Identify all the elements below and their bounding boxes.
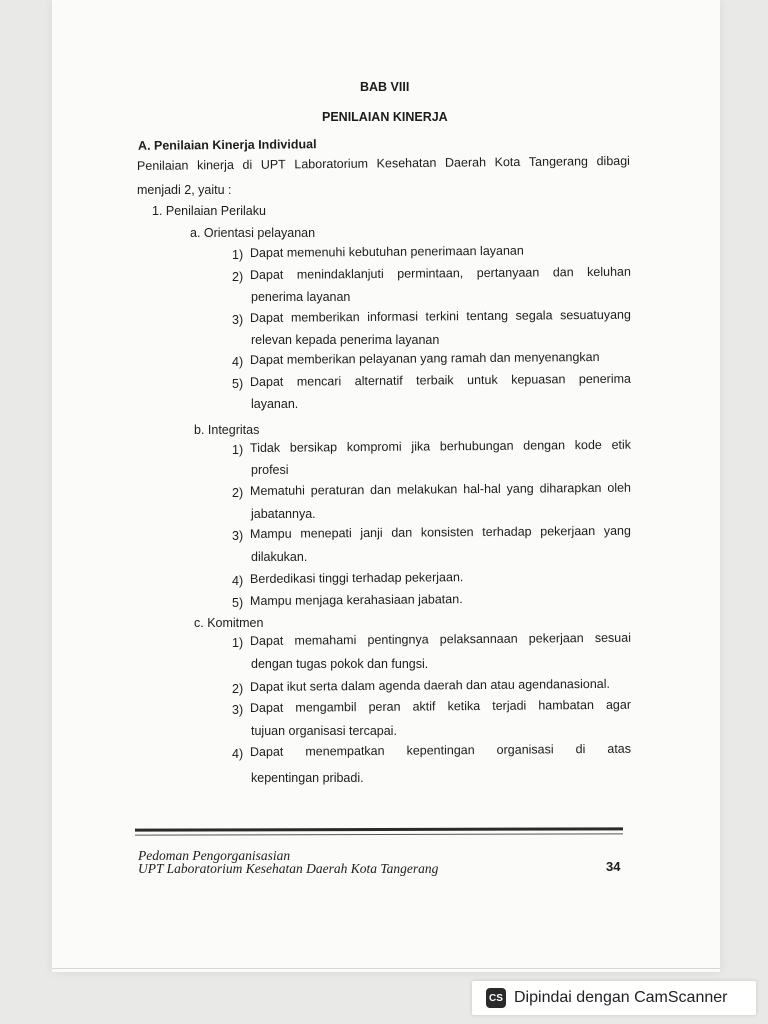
intro-word: dibagi	[596, 153, 630, 169]
list-item-text	[250, 630, 631, 649]
footer-line-1: Pedoman Pengorganisasian	[138, 848, 291, 863]
list-item-number: 4)	[232, 355, 244, 369]
subsection-b-title: b. Integritas	[194, 423, 260, 437]
list-item-word: kepuasan	[511, 372, 566, 387]
list-item-word: informasi	[367, 309, 419, 324]
list-item-word: sesuai	[594, 630, 632, 645]
list-item-word: diharapkan	[539, 480, 602, 496]
list-item-word: Mematuhi	[249, 483, 305, 498]
list-item-number: 2)	[232, 270, 244, 284]
intro-word: di	[242, 157, 253, 172]
list-item-number: 3)	[232, 313, 244, 327]
list-item-word: terkini	[425, 309, 459, 324]
list-item-word: Dapat	[249, 700, 284, 715]
chapter-number: BAB VIII	[360, 80, 410, 94]
list-item-word: melakukan	[396, 482, 458, 497]
list-item-word: segala	[515, 308, 553, 323]
list-item-word: menindaklanjuti	[296, 266, 384, 282]
list-item-word: janji	[360, 525, 383, 541]
list-item-word: sesuatuyang	[559, 307, 631, 323]
intro-word: Kota	[494, 154, 521, 170]
footer-rule-thin	[135, 833, 623, 835]
list-item-word: pekerjaan	[540, 523, 596, 539]
list-item-number: 5)	[232, 596, 244, 610]
list-item-number: 2)	[232, 486, 244, 500]
chapter-title: PENILAIAN KINERJA	[322, 110, 448, 124]
page-number: 34	[606, 859, 621, 874]
list-item-word: konsisten	[420, 525, 474, 540]
intro-word: Penilaian	[136, 158, 189, 173]
list-item-continuation: penerima layanan	[251, 290, 351, 304]
list-item-text: Berdedikasi tinggi terhadap pekerjaan.	[249, 570, 464, 586]
list-item-word: pentingnya	[367, 632, 429, 647]
list-item-word: hambatan	[538, 697, 594, 713]
list-item-word: yang	[603, 523, 631, 538]
camscanner-label: Dipindai dengan CamScanner	[514, 989, 728, 1006]
camscanner-icon: CS	[486, 988, 506, 1008]
list-item-text	[250, 371, 631, 390]
list-item-word: memberikan	[290, 310, 360, 325]
list-item-word: Mampu	[249, 526, 292, 541]
list-item-text: Dapat memenuhi kebutuhan penerimaan layanan	[249, 243, 524, 260]
list-item-word: yang	[506, 481, 534, 496]
list-item-continuation: profesi	[251, 463, 289, 477]
list-item-word: aktif	[412, 699, 436, 714]
list-item-word: pelaksannaan	[439, 631, 518, 647]
list-item-word: Dapat	[249, 633, 284, 648]
footer-line-2: UPT Laboratorium Kesehatan Daerah Kota Tangerang	[138, 861, 439, 876]
list-item-word: pekerjaan	[528, 631, 584, 646]
list-item-word: dan	[391, 525, 413, 540]
list-item-word: ketika	[447, 698, 481, 714]
list-item-text	[250, 437, 631, 456]
list-item-word: dengan	[523, 438, 566, 453]
list-item-word: agar	[605, 697, 632, 712]
list-item-word: permintaan,	[397, 266, 464, 281]
list-item-word: menempatkan	[305, 743, 385, 759]
scan-edge-line	[52, 968, 720, 969]
list-item-word: jika	[411, 439, 431, 454]
subsection-c-title: c. Komitmen	[194, 616, 264, 630]
list-item-word: Dapat	[249, 744, 284, 759]
list-item-continuation: dilakukan.	[251, 550, 308, 564]
list-item-text	[250, 264, 631, 283]
list-item-continuation: relevan kepada penerima layanan	[251, 333, 440, 347]
list-item-word: mencari	[296, 374, 342, 389]
intro-word: Daerah	[444, 155, 487, 170]
footer-rule-thick	[135, 827, 623, 831]
intro-word: UPT	[260, 157, 286, 172]
list-item-number: 1)	[232, 636, 244, 650]
list-item-word: menepati	[300, 526, 352, 541]
list-item-word: di	[575, 742, 586, 757]
list-item-number: 2)	[232, 682, 244, 696]
point-1-heading: 1. Penilaian Perilaku	[152, 204, 266, 218]
camscanner-badge	[472, 981, 756, 1015]
list-item-text: Dapat ikut serta dalam agenda daerah dan atau agendanasional.	[249, 676, 611, 694]
list-item-word: Dapat	[249, 267, 284, 282]
list-item-number: 4)	[232, 747, 244, 761]
list-item-word: untuk	[467, 372, 498, 388]
section-a-heading: A. Penilaian Kinerja Individual	[137, 137, 317, 153]
subsection-a-title: a. Orientasi pelayanan	[190, 226, 316, 240]
list-item-text	[250, 523, 631, 542]
list-item-word: bersikap	[289, 440, 338, 455]
list-item-number: 1)	[232, 248, 244, 262]
list-item-word: mengambil	[295, 700, 357, 715]
list-item-word: penerima	[578, 371, 632, 387]
list-item-word: peran	[368, 699, 401, 714]
list-item-word: Dapat	[249, 310, 284, 325]
intro-line-1	[137, 153, 630, 174]
list-item-word: organisasi	[496, 742, 554, 757]
list-item-word: terbaik	[416, 373, 454, 388]
list-item-number: 3)	[232, 529, 244, 543]
intro-line-2: menjadi 2, yaitu :	[137, 183, 232, 197]
list-item-word: berhubungan	[439, 438, 514, 454]
list-item-word: terhadap	[482, 524, 532, 539]
list-item-word: hal-hal	[463, 481, 501, 497]
list-item-word: alternatif	[354, 373, 403, 389]
list-item-word: Dapat	[249, 374, 284, 389]
list-item-text	[250, 307, 631, 326]
list-item-word: kompromi	[346, 439, 402, 455]
list-item-text: Dapat memberikan pelayanan yang ramah dan menyenangkan	[249, 349, 600, 367]
list-item-continuation: layanan.	[251, 397, 299, 411]
list-item-text	[250, 480, 631, 499]
list-item-word: etik	[611, 437, 632, 452]
intro-word: Kesehatan	[376, 155, 437, 171]
list-item-continuation: kepentingan pribadi.	[251, 771, 364, 785]
list-item-word: keluhan	[587, 264, 631, 280]
intro-word: kinerja	[196, 157, 234, 173]
list-item-word: pertanyaan	[476, 265, 540, 281]
list-item-text	[250, 697, 631, 716]
list-item-number: 4)	[232, 574, 244, 588]
list-item-number: 1)	[232, 443, 244, 457]
list-item-text	[250, 741, 631, 760]
list-item-word: terjadi	[492, 698, 527, 713]
list-item-word: dan	[552, 265, 574, 280]
intro-word: Laboratorium	[294, 156, 369, 172]
list-item-number: 5)	[232, 377, 244, 391]
list-item-word: kode	[574, 437, 602, 453]
list-item-word: Tidak	[249, 440, 281, 455]
list-item-word: dan	[370, 482, 392, 497]
list-item-continuation: dengan tugas pokok dan fungsi.	[251, 657, 429, 671]
intro-word: Tangerang	[528, 154, 589, 169]
list-item-word: tentang	[466, 308, 509, 324]
list-item-word: memahami	[294, 633, 357, 648]
list-item-continuation: jabatannya.	[251, 507, 316, 521]
list-item-text: Mampu menjaga kerahasiaan jabatan.	[249, 592, 463, 608]
list-item-continuation: tujuan organisasi tercapai.	[251, 724, 397, 738]
list-item-word: kepentingan	[406, 743, 475, 758]
list-item-number: 3)	[232, 703, 244, 717]
list-item-word: oleh	[607, 480, 632, 495]
list-item-word: atas	[607, 741, 632, 756]
list-item-word: peraturan	[310, 483, 365, 498]
